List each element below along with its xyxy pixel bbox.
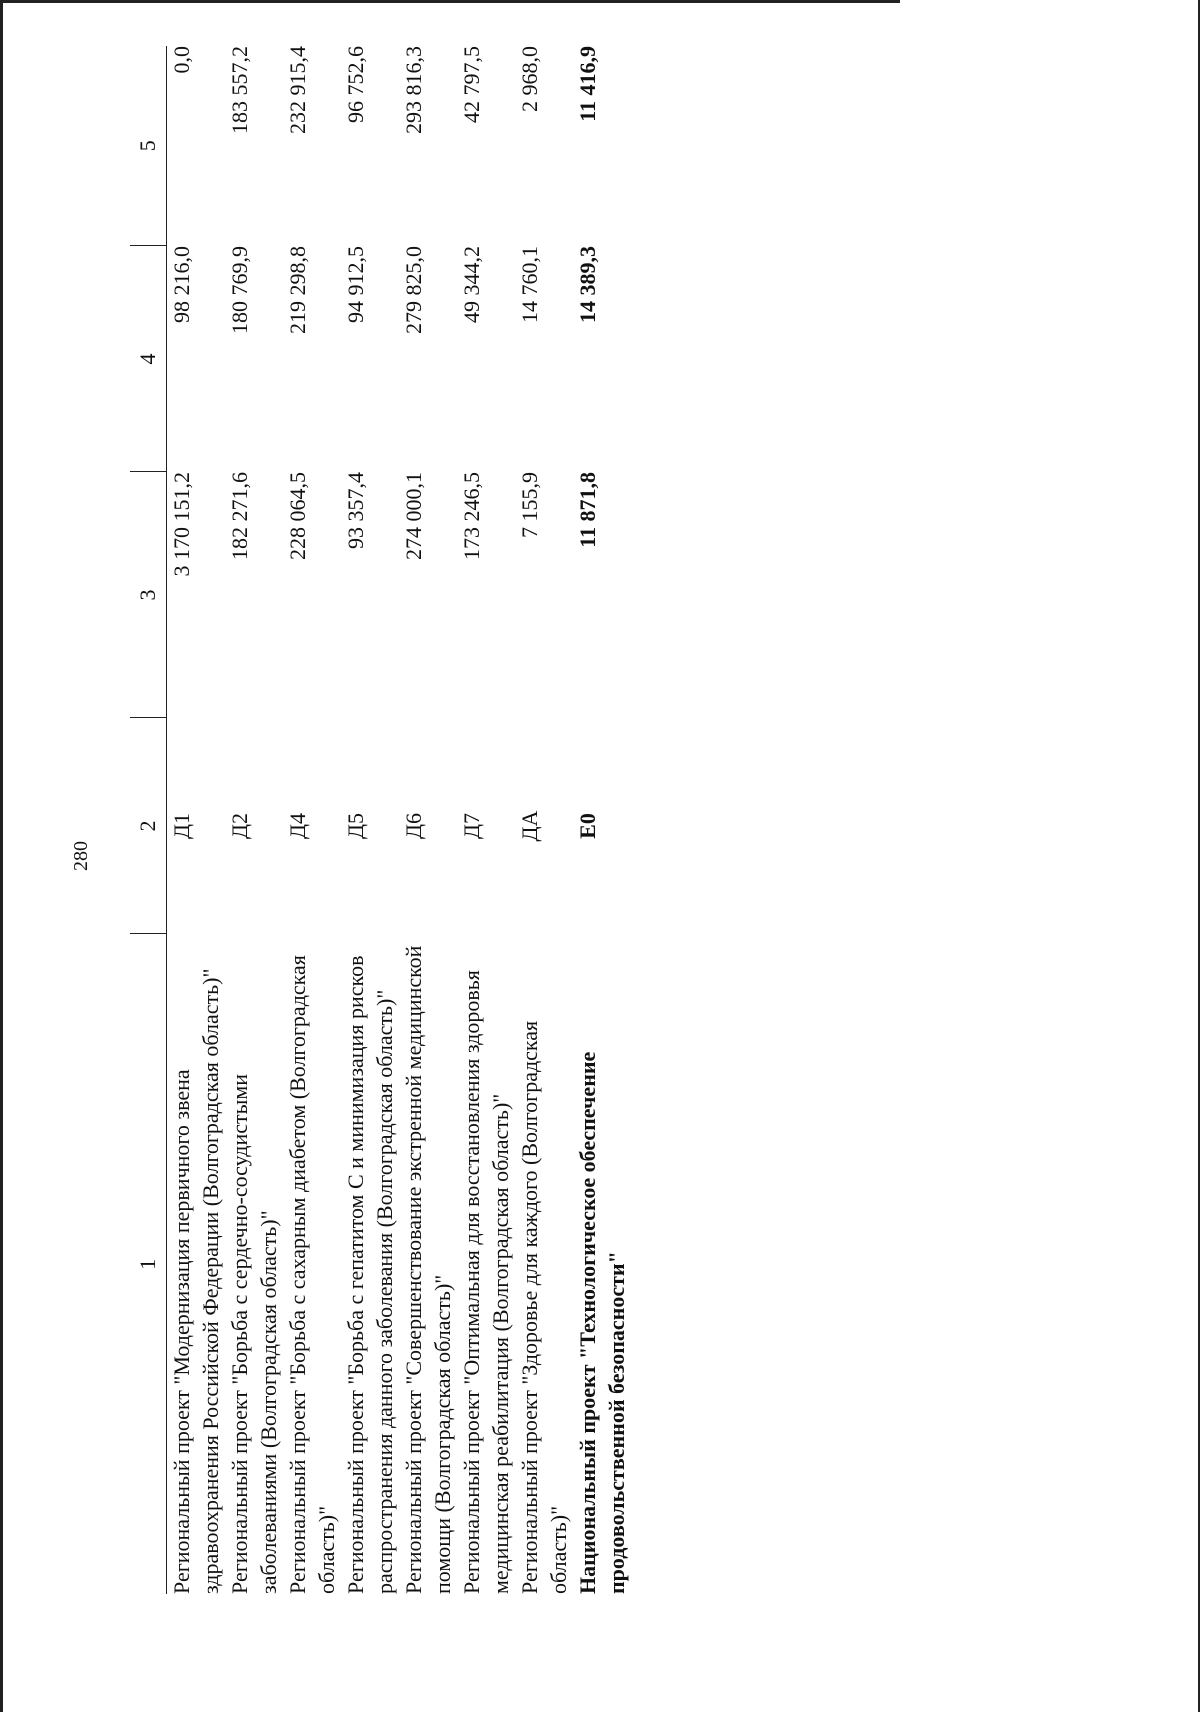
- table-row: [399, 46, 457, 1594]
- project-name: Региональный проект "Совершенствование экстренной медицинской помощи (Волгоградская область)": [401, 945, 455, 1594]
- project-code: Е0: [575, 813, 600, 839]
- project-code: ДА: [517, 810, 542, 842]
- value-col-3: 3 170 151,2: [169, 472, 194, 577]
- project-code: Д6: [401, 813, 426, 840]
- header-row: [130, 46, 167, 1594]
- value-col-4: 98 216,0: [169, 246, 194, 323]
- value-col-5: 2 968,0: [517, 46, 542, 112]
- header-col-5: 5: [130, 46, 167, 246]
- value-col-3: 173 246,5: [459, 472, 484, 560]
- value-col-5: 11 416,9: [575, 46, 600, 122]
- project-name: Региональный проект "Борьба с сердечно-сосудистыми заболеваниями (Волгоградская область)": [227, 1073, 281, 1594]
- value-col-3: 93 357,4: [343, 472, 368, 549]
- project-name: Региональный проект "Здоровье для каждого (Волгоградская область)": [517, 1020, 571, 1594]
- table-row: [167, 46, 226, 1594]
- value-col-5: 232 915,4: [285, 46, 310, 134]
- value-col-5: 293 816,3: [401, 46, 426, 134]
- value-col-5: 0,0: [169, 46, 194, 74]
- project-name: Региональный проект "Борьба с гепатитом С и минимизация рисков распространения данного заболевания (Волгоградская область)": [343, 955, 397, 1594]
- header-col-2: 2: [130, 718, 167, 934]
- header-col-3: 3: [130, 472, 167, 718]
- project-code: Д1: [169, 813, 194, 840]
- budget-table: [130, 46, 631, 1594]
- table-row: [225, 46, 283, 1594]
- project-code: Д2: [227, 813, 252, 840]
- value-col-5: 183 557,2: [227, 46, 252, 134]
- header-col-4: 4: [130, 246, 167, 472]
- value-col-5: 96 752,6: [343, 46, 368, 123]
- value-col-4: 180 769,9: [227, 246, 252, 334]
- project-code: Д5: [343, 813, 368, 840]
- value-col-4: 279 825,0: [401, 246, 426, 334]
- project-name: Региональный проект "Борьба с сахарным диабетом (Волгоградская область)": [285, 955, 339, 1594]
- project-name: Региональный проект "Оптимальная для восстановления здоровья медицинская реабилитация (Волгоградская область)": [459, 970, 513, 1594]
- project-name: Национальный проект "Технологическое обеспечение продовольственной безопасности": [575, 1051, 629, 1594]
- value-col-4: 219 298,8: [285, 246, 310, 334]
- value-col-3: 11 871,8: [575, 472, 600, 548]
- table-row-national-project: [573, 46, 631, 1594]
- table-row: [457, 46, 515, 1594]
- value-col-4: 14 760,1: [517, 246, 542, 323]
- value-col-4: 14 389,3: [575, 246, 600, 323]
- project-code: Д7: [459, 813, 484, 840]
- table-row: [341, 46, 399, 1594]
- table-row: [515, 46, 573, 1594]
- value-col-5: 42 797,5: [459, 46, 484, 123]
- value-col-4: 49 344,2: [459, 246, 484, 323]
- project-name: Региональный проект "Модернизация первичного звена здравоохранения Российской Федерации (Волгоградская область)": [169, 968, 223, 1594]
- value-col-4: 94 912,5: [343, 246, 368, 323]
- value-col-3: 7 155,9: [517, 472, 542, 538]
- value-col-3: 274 000,1: [401, 472, 426, 560]
- page-number: 280: [70, 841, 92, 871]
- table-row: [283, 46, 341, 1594]
- project-code: Д4: [285, 813, 310, 840]
- header-col-1: 1: [130, 934, 167, 1594]
- value-col-3: 228 064,5: [285, 472, 310, 560]
- value-col-3: 182 271,6: [227, 472, 252, 560]
